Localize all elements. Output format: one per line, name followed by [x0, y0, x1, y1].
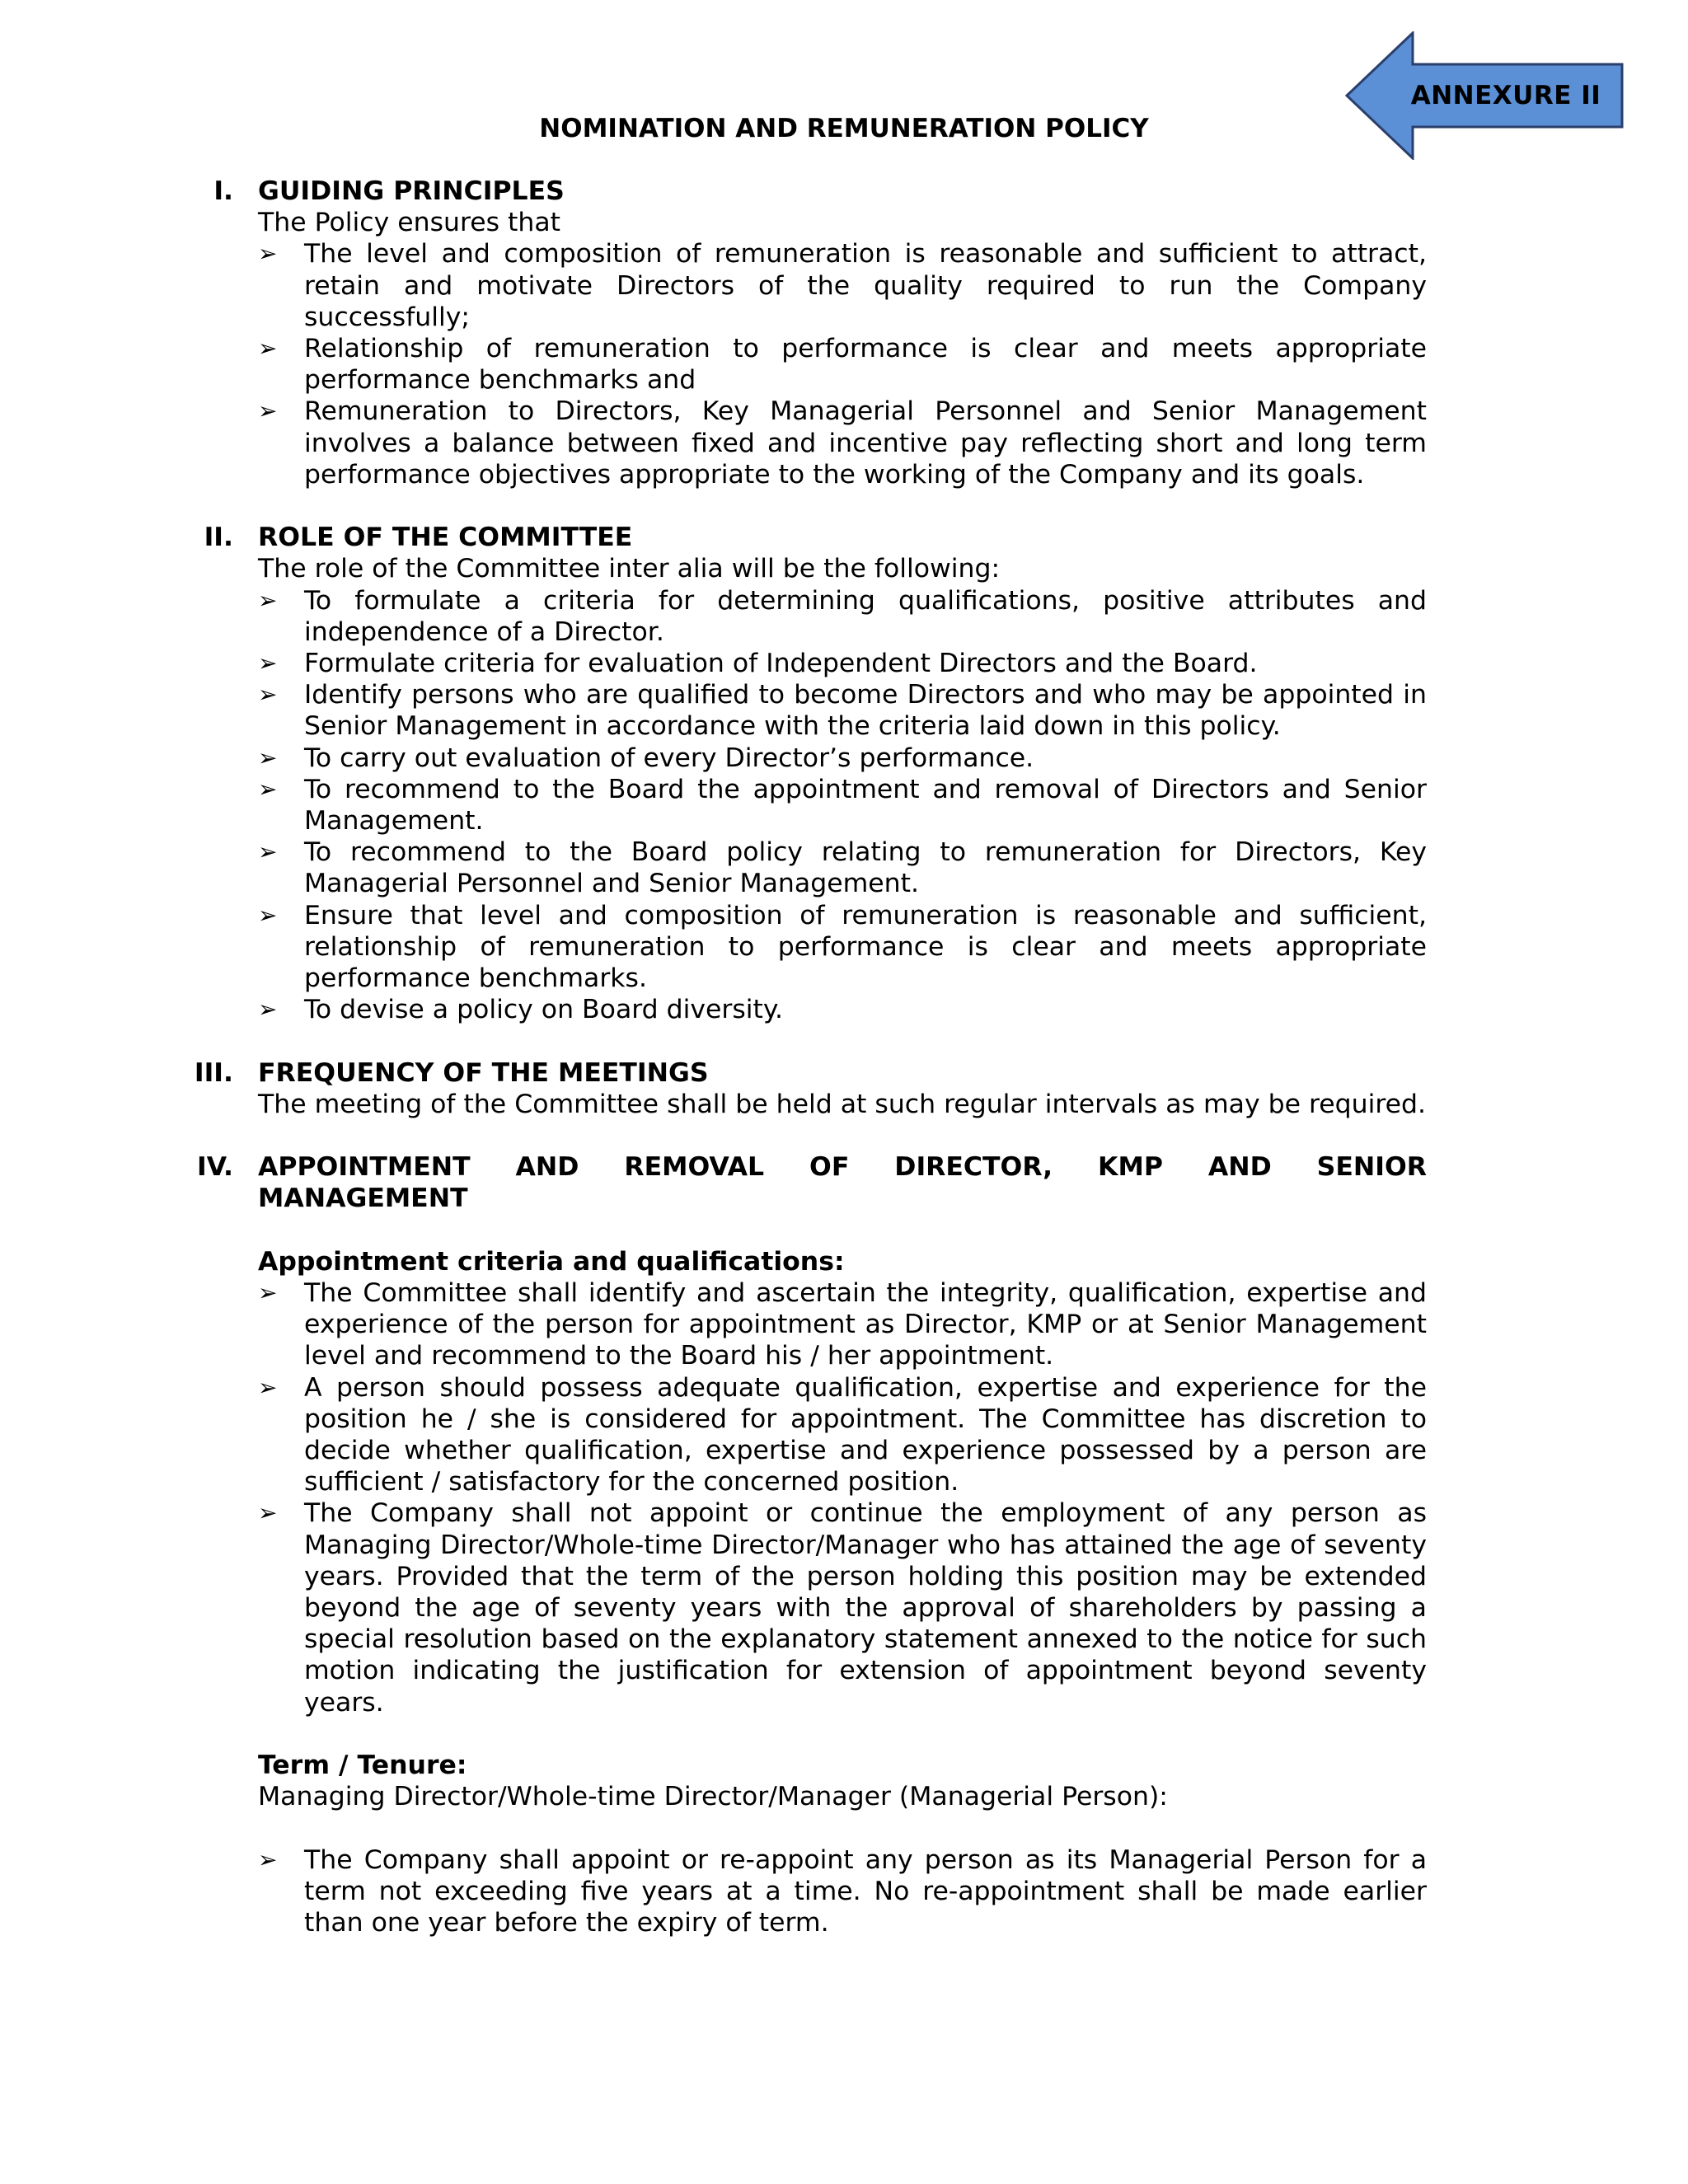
bullet-list	[258, 1844, 1427, 1939]
bullet-list	[258, 585, 1427, 1026]
arrow-bullet-icon: ➢	[258, 743, 278, 771]
arrow-bullet-icon: ➢	[258, 681, 278, 709]
document-title: NOMINATION AND REMUNERATION POLICY	[539, 114, 1149, 143]
section-number: III.	[194, 1057, 233, 1088]
list-item: ➢ The level and composition of remuneration is reasonable and sufficient to attract, retain and motivate Directors of the quality required to run the Company successfully;	[258, 239, 1427, 332]
section-title: GUIDING PRINCIPLES	[258, 176, 565, 206]
list-item: ➢ To formulate a criteria for determining qualifications, positive attributes and independence of a Director.	[258, 585, 1427, 647]
section-title: FREQUENCY OF THE MEETINGS	[258, 1057, 709, 1088]
section-number: IV.	[196, 1152, 233, 1183]
section-intro: The role of the Committee inter alia will be the following:	[258, 554, 1001, 584]
list-item: ➢ Formulate criteria for evaluation of Independent Directors and the Board.	[258, 649, 1258, 679]
document-body	[194, 176, 1427, 1938]
section-heading	[213, 176, 1427, 207]
list-item: ➢ The Committee shall identify and ascertain the integrity, qualification, expertise and experience of the person for appointment as Director, KMP or at Senior Management level and recommend to the Board his / her appointment.	[258, 1278, 1427, 1371]
arrow-bullet-icon: ➢	[258, 397, 278, 425]
bullet-list	[258, 238, 1427, 490]
section-title: ROLE OF THE COMMITTEE	[258, 523, 633, 553]
arrow-bullet-icon: ➢	[258, 1845, 278, 1873]
list-item: ➢ To recommend to the Board the appointment and removal of Directors and Senior Management.	[258, 774, 1427, 837]
list-item: ➢ Identify persons who are qualified to become Directors and who may be appointed in Senior Management in accordance with the criteria laid down in this policy.	[258, 680, 1427, 742]
list-item: ➢ Ensure that level and composition of remuneration is reasonable and sufficient, relationship of remuneration to performance is clear and meets appropriate performance benchmarks.	[258, 900, 1427, 994]
arrow-bullet-icon: ➢	[258, 1499, 278, 1527]
section-heading	[194, 1057, 1427, 1089]
section-heading	[204, 522, 1427, 553]
bullet-list	[258, 1277, 1427, 1718]
section-title-line: APPOINTMENT AND REMOVAL OF DIRECTOR, KMP AND SENIOR	[258, 1152, 1427, 1183]
list-item: ➢ The Company shall appoint or re-appoint any person as its Managerial Person for a term not exceeding five years at a time. No re-appointment shall be made earlier than one year before the expiry of term.	[258, 1844, 1427, 1938]
section-title-line: MANAGEMENT	[258, 1183, 468, 1214]
list-item: ➢ To devise a policy on Board diversity.	[258, 995, 784, 1025]
subsection-text: Managing Director/Whole-time Director/Manager (Managerial Person):	[258, 1782, 1168, 1812]
annexure-label: ANNEXURE II	[1410, 81, 1601, 110]
section-intro: The Policy ensures that	[258, 208, 560, 238]
arrow-bullet-icon: ➢	[258, 1373, 278, 1401]
arrow-bullet-icon: ➢	[258, 901, 278, 929]
arrow-bullet-icon: ➢	[258, 996, 278, 1024]
arrow-bullet-icon: ➢	[258, 838, 278, 866]
section-number: II.	[204, 523, 233, 553]
arrow-bullet-icon: ➢	[258, 1279, 278, 1307]
list-item: ➢ Remuneration to Directors, Key Managerial Personnel and Senior Management involves a balance between fixed and incentive pay reflecting short and long term performance objectives appropriate to the working of the Company and its goals.	[258, 396, 1427, 490]
arrow-bullet-icon: ➢	[258, 775, 278, 803]
subsection-heading: Appointment criteria and qualifications:	[258, 1246, 845, 1277]
list-item: ➢ Relationship of remuneration to performance is clear and meets appropriate performance benchmarks and	[258, 334, 1427, 396]
section-text: The meeting of the Committee shall be held at such regular intervals as may be required.	[258, 1089, 1426, 1119]
arrow-bullet-icon: ➢	[258, 240, 278, 268]
arrow-bullet-icon: ➢	[258, 335, 278, 363]
arrow-bullet-icon: ➢	[258, 649, 278, 677]
subsection-heading: Term / Tenure:	[258, 1750, 467, 1781]
list-item: ➢ To carry out evaluation of every Director’s performance.	[258, 743, 1034, 773]
list-item: ➢ To recommend to the Board policy relating to remuneration for Directors, Key Managerial Personnel and Senior Management.	[258, 837, 1427, 899]
list-item: ➢ The Company shall not appoint or continue the employment of any person as Managing Director/Whole-time Director/Manager who has attained the age of seventy years. Provided that the term of the person holding this position may be extended beyond the age of seventy years with the approval of shareholders by passing a special resolution based on the explanatory statement annexed to the notice for such motion indicating the justification for extension of appointment beyond seventy years.	[258, 1498, 1427, 1718]
arrow-bullet-icon: ➢	[258, 586, 278, 614]
list-item: ➢ A person should possess adequate qualification, expertise and experience for the position he / she is considered for appointment. The Committee has discretion to decide whether qualification, expertise and experience possessed by a person are sufficient / satisfactory for the concerned position.	[258, 1372, 1427, 1497]
section-number: I.	[213, 176, 233, 206]
section-heading	[196, 1151, 1427, 1214]
